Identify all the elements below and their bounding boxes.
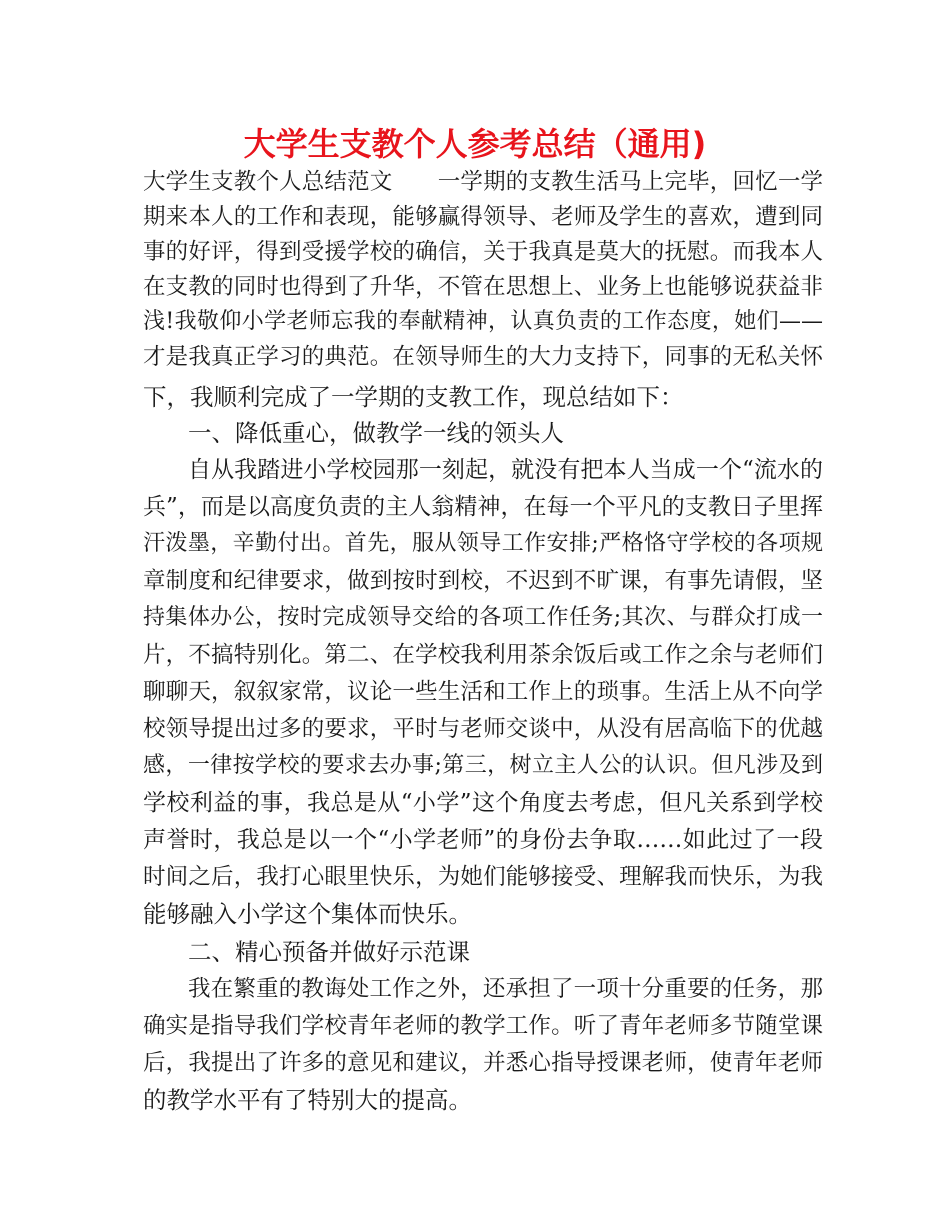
paragraph-line: 事的好评，得到受援学校的确信，关于我真是莫大的抚慰。而我本人 (143, 239, 823, 265)
paragraph-line: 下，我顺利完成了一学期的支教工作，现总结如下： (143, 383, 684, 411)
paragraph-line: 才是我真正学习的典范。在领导师生的大力支持下，同事的无私关怀 (143, 344, 823, 370)
document-title: 大学生支教个人参考总结（通用) (243, 125, 707, 163)
paragraph-line: 兵”，而是以高度负责的主人翁精神，在每一个平凡的支教日子里挥 (143, 494, 823, 520)
paragraph-line: 片，不搞特别化。第二、在学校我利用茶余饭后或工作之余与老师们 (143, 642, 823, 668)
paragraph-line: 的教学水平有了特别大的提高。 (143, 1086, 472, 1114)
paragraph-line: 期来本人的工作和表现，能够赢得领导、老师及学生的喜欢，遭到同 (143, 204, 823, 230)
paragraph-line: 大学生支教个人总结范文 一学期的支教生活马上完毕，回忆一学 (143, 169, 823, 195)
paragraph-line: 校领导提出过多的要求，平时与老师交谈中，从没有居高临下的优越 (143, 716, 823, 742)
paragraph-line: 章制度和纪律要求，做到按时到校，不迟到不旷课，有事先请假，坚 (143, 568, 823, 594)
section-heading: 二、精心预备并做好示范课 (188, 938, 470, 966)
paragraph-line: 浅!我敬仰小学老师忘我的奉献精神，认真负责的工作态度，她们—— (143, 309, 823, 334)
paragraph-line: 在支教的同时也得到了升华，不管在思想上、业务上也能够说获益非 (143, 274, 823, 300)
paragraph-line: 时间之后，我打心眼里快乐，为她们能够接受、理解我而快乐，为我 (143, 864, 823, 890)
paragraph-line: 聊聊天，叙叙家常，议论一些生活和工作上的琐事。生活上从不向学 (143, 679, 823, 705)
paragraph-line: 学校利益的事，我总是从“小学”这个角度去考虑，但凡关系到学校 (143, 790, 823, 816)
paragraph-line: 我在繁重的教诲处工作之外，还承担了一项十分重要的任务，那 (188, 976, 823, 1002)
section-heading: 一、降低重心，做教学一线的领头人 (188, 419, 564, 447)
paragraph-line: 后，我提出了许多的意见和建议，并悉心指导授课老师，使青年老师 (143, 1050, 823, 1076)
paragraph-line: 感，一律按学校的要求去办事;第三，树立主人公的认识。但凡涉及到 (143, 753, 823, 778)
paragraph-line: 声誉时，我总是以一个“小学老师”的身份去争取……如此过了一段 (143, 827, 823, 853)
paragraph-line: 确实是指导我们学校青年老师的教学工作。听了青年老师多节随堂课 (143, 1013, 823, 1039)
paragraph-line: 汗泼墨，辛勤付出。首先，服从领导工作安排;严格恪守学校的各项规 (143, 531, 823, 556)
paragraph-line: 能够融入小学这个集体而快乐。 (143, 900, 472, 928)
paragraph-line: 自从我踏进小学校园那一刻起，就没有把本人当成一个“流水的 (188, 457, 823, 483)
paragraph-line: 持集体办公，按时完成领导交给的各项工作任务;其次、与群众打成一 (143, 605, 823, 630)
